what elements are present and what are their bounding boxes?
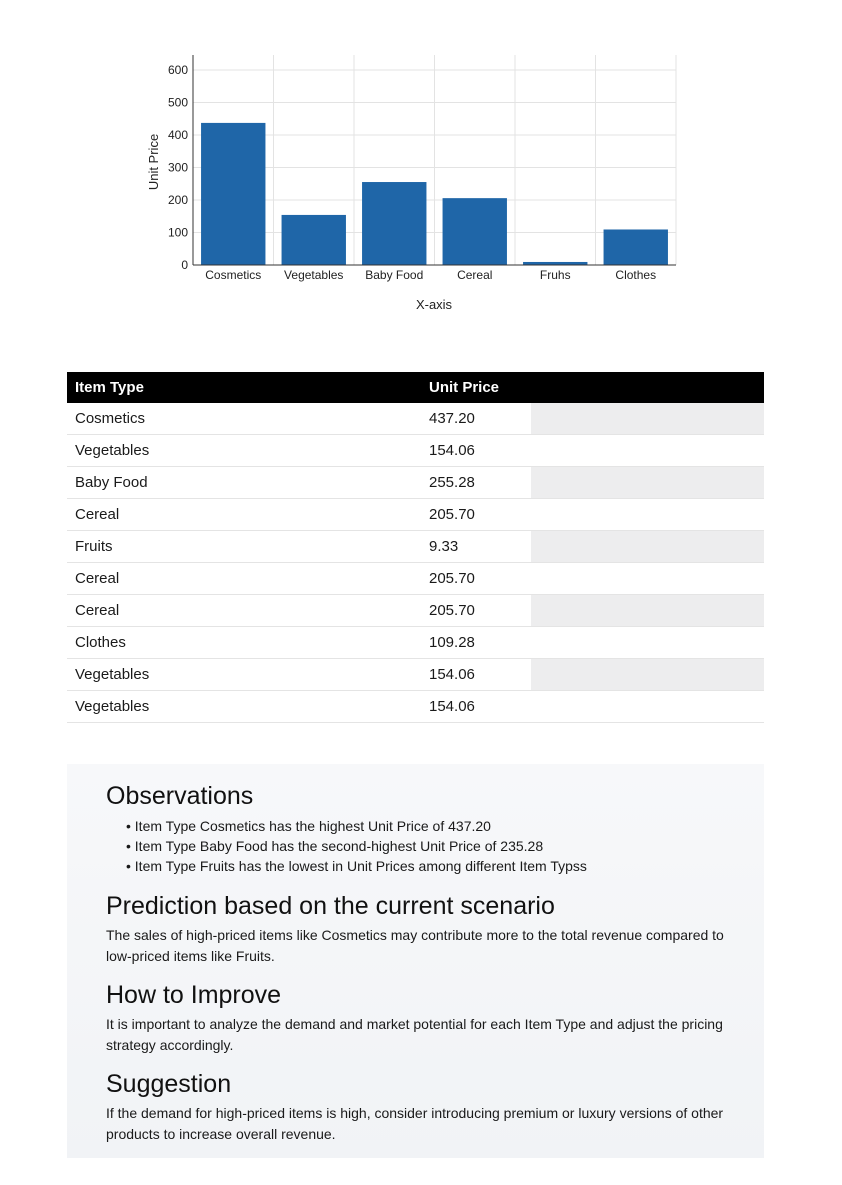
table-row [67, 563, 764, 595]
header-item-type: Item Type [67, 372, 429, 403]
suggestion-text: If the demand for high-priced items is high, consider introducing premium or luxury versions of other products to increase overall revenue. [106, 1105, 724, 1142]
cell-spacer [531, 563, 764, 595]
cell-unit-price: 154.06 [429, 659, 531, 691]
cell-unit-price: 154.06 [429, 691, 531, 723]
y-tick-label: 600 [167, 63, 188, 77]
x-tick-label: Clothes [615, 268, 657, 282]
x-tick-labels [205, 268, 656, 282]
improve-text: It is important to analyze the demand and market potential for each Item Type and adjust the pricing strategy accordingly. [106, 1016, 723, 1053]
x-tick-label: Cosmetics [205, 268, 262, 282]
list-item: • Item Type Cosmetics has the highest Unit Price of 437.20 [126, 816, 724, 836]
observations-list [106, 816, 724, 876]
table-row [67, 403, 764, 435]
cell-spacer [531, 435, 764, 467]
cell-item-type: Cereal [67, 595, 429, 627]
prediction-text: The sales of high-priced items like Cosmetics may contribute more to the total revenue compared to low-priced items like Fruits. [106, 927, 724, 964]
header-spacer [531, 372, 764, 403]
improve-title: How to Improve [106, 981, 282, 1009]
x-axis-label: X-axis [415, 297, 453, 312]
y-tick-label: 500 [167, 95, 188, 110]
table-row [67, 467, 764, 499]
table-row [67, 435, 764, 467]
table-row [67, 499, 764, 531]
cell-unit-price: 205.70 [429, 499, 531, 531]
cell-unit-price: 255.28 [429, 467, 531, 499]
cell-item-type: Cereal [67, 499, 429, 531]
cell-spacer [531, 531, 764, 563]
y-tick-label: 300 [167, 160, 188, 175]
cell-unit-price: 9.33 [429, 531, 531, 563]
cell-unit-price: 154.06 [429, 435, 531, 467]
cell-item-type: Vegetables [67, 659, 429, 691]
item-price-table [67, 372, 764, 723]
list-item: • Item Type Baby Food has the second-highest Unit Price of 235.28 [126, 836, 724, 856]
cell-spacer [531, 659, 764, 691]
header-unit-price: Unit Price [429, 372, 531, 403]
cell-unit-price: 205.70 [429, 563, 531, 595]
table-row [67, 627, 764, 659]
y-tick-labels [168, 63, 188, 272]
cell-spacer [531, 595, 764, 627]
cell-item-type: Baby Food [67, 467, 429, 499]
cell-spacer [531, 467, 764, 499]
y-tick-label: 200 [167, 193, 188, 207]
bar-baby-food [362, 182, 426, 265]
cell-unit-price: 205.70 [429, 595, 531, 627]
cell-item-type: Vegetables [67, 691, 429, 723]
observations-title: Observations [106, 782, 254, 810]
suggestion-title: Suggestion [106, 1070, 232, 1098]
prediction-title: Prediction based on the current scenario [106, 892, 555, 920]
cell-spacer [531, 627, 764, 659]
table-row [67, 595, 764, 627]
y-tick-label: 400 [167, 128, 188, 142]
y-tick-label: 100 [167, 225, 188, 240]
x-tick-label: Cereal [457, 268, 493, 282]
cell-spacer [531, 403, 764, 435]
x-tick-label: Fruhs [539, 268, 571, 282]
bar-cereal [443, 198, 507, 265]
cell-item-type: Clothes [67, 627, 429, 659]
table-row [67, 531, 764, 563]
insights-panel [67, 764, 764, 1158]
cell-item-type: Cosmetics [67, 403, 429, 435]
bar-cosmetics [201, 123, 265, 265]
cell-item-type: Vegetables [67, 435, 429, 467]
cell-unit-price: 109.28 [429, 627, 531, 659]
x-tick-label: Baby Food [365, 268, 424, 282]
table-row [67, 659, 764, 691]
cell-item-type: Cereal [67, 563, 429, 595]
table-row [67, 691, 764, 723]
bar-clothes [604, 229, 668, 265]
cell-spacer [531, 499, 764, 531]
cell-spacer [531, 691, 764, 723]
y-axis-label: Unit Price [146, 133, 161, 191]
bar-chart [0, 0, 842, 330]
bar-vegetables [282, 215, 346, 265]
y-tick-label: 0 [181, 258, 188, 272]
x-tick-label: Vegetables [284, 268, 344, 282]
table-header-row [67, 372, 764, 403]
list-item: • Item Type Fruits has the lowest in Unit Prices among different Item Typss [126, 856, 724, 876]
cell-unit-price: 437.20 [429, 403, 531, 435]
cell-item-type: Fruits [67, 531, 429, 563]
